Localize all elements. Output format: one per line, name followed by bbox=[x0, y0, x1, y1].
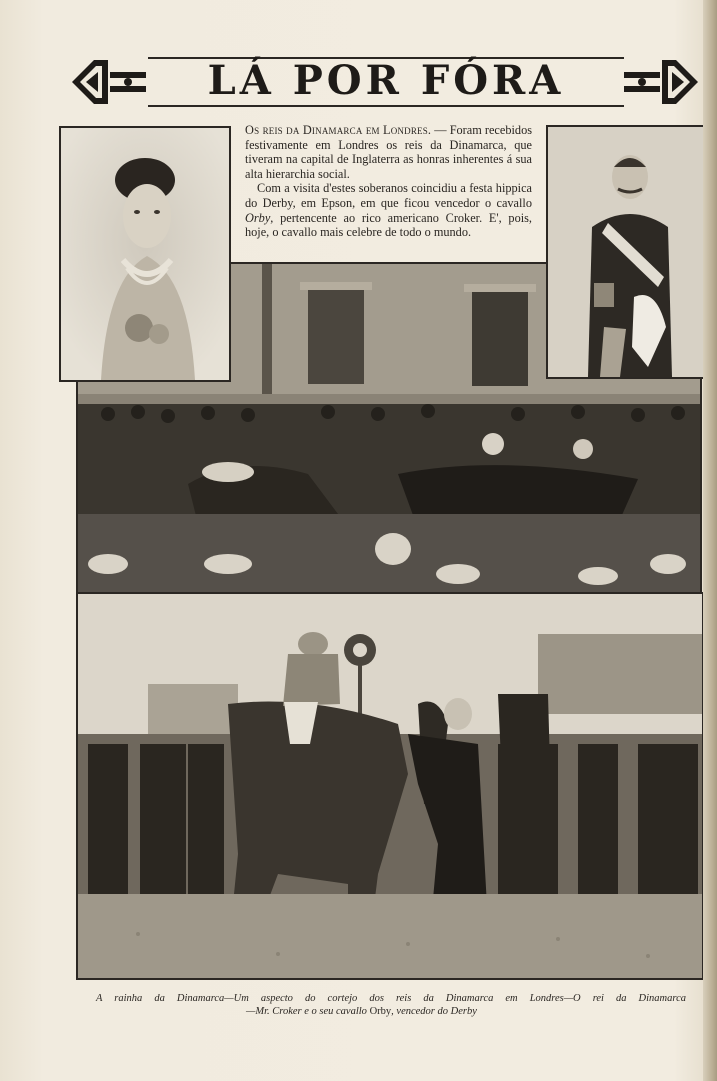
article-p1-text: Foram recebidos festivamente em Londres os reis da Dinamarca, que tiveram na capital de Inglaterra as honras inherentes á sua alta hierarchia social. bbox=[245, 123, 532, 181]
article-p2-before: Com a visita d'estes soberanos coincidiu a festa hippica do Derby, em Epson, em que ficou vencedor o cavallo bbox=[245, 181, 532, 210]
king-image bbox=[548, 127, 710, 377]
page-binding bbox=[703, 0, 717, 1081]
caption-horse-name: Orby bbox=[369, 1005, 392, 1017]
article-lead: Os reis da Dinamarca em Londres. bbox=[245, 123, 432, 137]
article-p2-after: , pertencente ao rico americano Croker. E', pois, hoje, o cavallo mais celebre de todo o mundo. bbox=[245, 210, 532, 240]
photo-caption bbox=[96, 993, 686, 1018]
right-ornament-icon bbox=[622, 54, 702, 110]
caption-line-2 bbox=[96, 1006, 686, 1019]
article-text bbox=[245, 123, 532, 240]
derby-photo bbox=[76, 592, 704, 980]
king-portrait bbox=[546, 125, 712, 379]
derby-image bbox=[78, 594, 702, 978]
left-ornament-icon bbox=[68, 54, 148, 110]
article-paragraph-1 bbox=[245, 123, 532, 181]
caption-line-2b: , vencedor do Derby bbox=[391, 1005, 477, 1017]
article-horse-name: Orby bbox=[245, 210, 271, 225]
queen-image bbox=[61, 128, 229, 380]
page-title: LÁ POR FÓRA bbox=[207, 57, 565, 104]
article-dash: — bbox=[431, 123, 450, 137]
article-paragraph-2 bbox=[245, 181, 532, 239]
caption-line-2a: —Mr. Croker e o seu cavallo bbox=[246, 1005, 370, 1017]
queen-portrait bbox=[59, 126, 231, 382]
caption-line-1: A rainha da Dinamarca—Um aspecto do cortejo dos reis da Dinamarca em Londres—O rei da Dinamarca bbox=[96, 993, 686, 1004]
